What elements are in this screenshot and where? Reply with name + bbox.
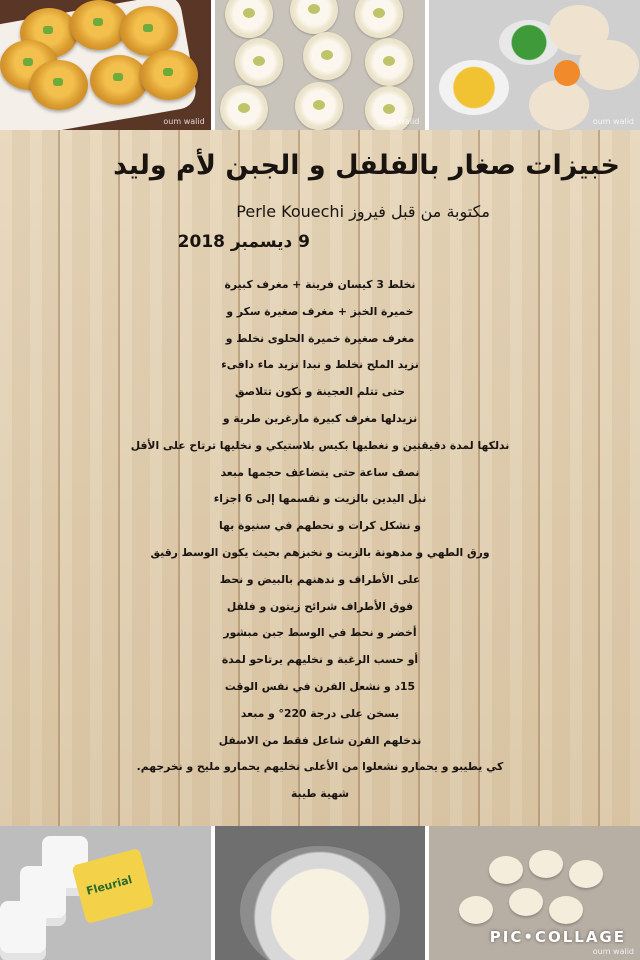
topped-dough-rounds-photo: [215, 0, 426, 130]
recipe-line: مغرف صغيرة خميرة الحلوى نخلط و: [225, 331, 415, 345]
piccollage-watermark: PIC•COLLAGE: [489, 928, 626, 946]
recipe-line: يسخن على درجة 220° و مبعد: [240, 706, 400, 720]
recipe-line: خميرة الخبز + مغرف صغيرة سكر و: [226, 304, 414, 318]
recipe-line: أو حسب الرغبة و نخليهم يرتاحو لمدة: [221, 653, 419, 667]
recipe-line: ندلكها لمدة دقيقتين و نغطيها بكيس بلاستيكي و نخليها ترتاح على الأقل: [130, 438, 510, 452]
margarine-brand: Fleurial: [84, 873, 134, 898]
recipe-line: كي يطيبو و يحمارو نشعلوا من الأعلى نخليهم يحمارو مليح و نخرجهم.: [136, 760, 504, 774]
recipe-line: نخلط 3 كيسان فرينة + مغرف كبيرة: [224, 278, 416, 291]
recipe-board: [0, 130, 640, 826]
recipe-line: ندخلهم الفرن شاعل فقط من الاسفل: [218, 733, 422, 747]
photo-watermark: oum walid: [163, 117, 205, 126]
recipe-line: ورق الطهي و مدهونة بالزيت و نخبزهم بحيث يكون الوسط رقيق: [150, 545, 490, 559]
recipe-line: نزيد الملح نخلط و نبدا نزيد ماء دافىء: [221, 358, 419, 372]
recipe-author: مكتوبة من قبل فيروز Perle Kouechi: [236, 202, 490, 221]
photo-watermark: oum walid: [592, 117, 635, 126]
brushing-egg-photo: [429, 0, 640, 130]
recipe-line: شهية طيبة: [291, 787, 349, 801]
top-photo-strip: [0, 0, 640, 130]
baked-buns-photo: [0, 0, 211, 130]
recipe-line: أخضر و نحط في الوسط جبن مبشور: [223, 626, 417, 640]
recipe-line: فوق الأطراف شرائح زيتون و فلفل: [226, 599, 414, 613]
bottom-photo-strip: [0, 826, 640, 960]
ingredients-photo: [0, 826, 211, 960]
dough-bowl-photo: [215, 826, 426, 960]
photo-watermark: oum walid: [378, 117, 420, 126]
recipe-line: على الأطراف و ندهنهم بالبيض و نحط: [219, 572, 421, 586]
recipe-line: 15د و نشعل الفرن في نفس الوقت: [224, 679, 416, 693]
photo-watermark: oum walid: [592, 947, 635, 956]
recipe-line: نزيدلها مغرف كبيرة مارغرين طرية و: [222, 411, 418, 425]
recipe-line: نبل اليدين بالزيت و نقسمها إلى 6 اجزاء: [213, 492, 427, 506]
recipe-line: نصف ساعة حتى يتضاعف حجمها مبعد: [220, 465, 420, 479]
recipe-line: حتى تتلم العجينة و تكون تتلاصق: [234, 385, 406, 399]
recipe-instructions: [0, 272, 640, 808]
recipe-line: و نشكل كرات و نحطهم في سنيوة بها: [219, 519, 421, 533]
recipe-title: خبيزات صغار بالفلفل و الجبن لأم وليد: [113, 150, 620, 181]
recipe-date: 9 ديسمبر 2018: [177, 232, 310, 252]
